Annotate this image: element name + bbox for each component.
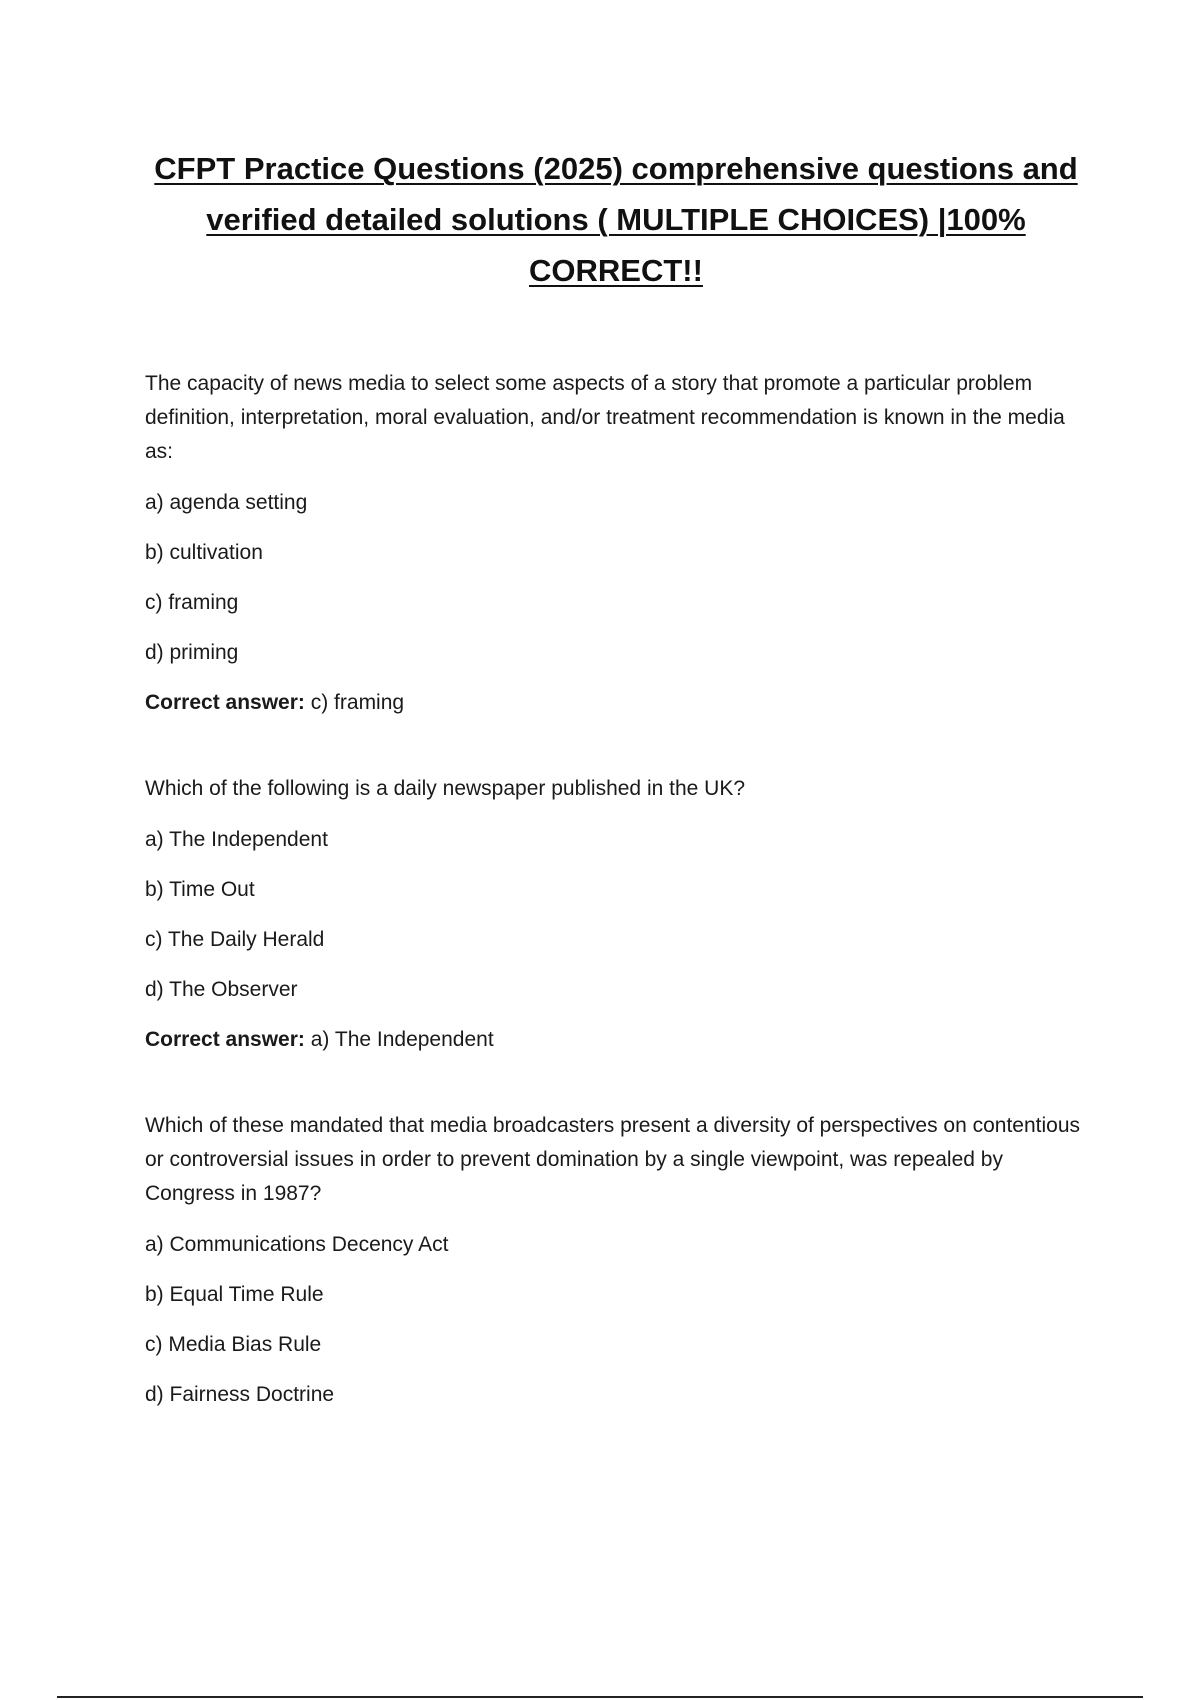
document-title: CFPT Practice Questions (2025) comprehensive questions and verified detailed solutions ( MULTIPLE CHOICES) |100% CORRECT!! (154, 151, 1078, 288)
option-b: b) cultivation (145, 541, 263, 564)
question-text: Which of these mandated that media broadcasters present a diversity of perspectives on contentious or controversial issues in order to prevent domination by a single viewpoint, was repealed by Congress in 1987? (145, 1114, 1081, 1205)
question-3 (145, 1109, 1085, 1412)
option-c: c) framing (145, 591, 239, 614)
option-c: c) The Daily Herald (145, 928, 325, 951)
footer-divider (57, 1696, 1143, 1698)
correct-answer-label: Correct answer: (145, 691, 305, 714)
question-text: Which of the following is a daily newspaper published in the UK? (145, 777, 746, 800)
question-2 (145, 772, 1085, 1057)
correct-answer-value: c) framing (310, 691, 405, 714)
question-1 (145, 367, 1085, 720)
option-d: d) Fairness Doctrine (145, 1383, 335, 1406)
correct-answer-value: a) The Independent (310, 1028, 494, 1051)
correct-answer (145, 686, 1085, 720)
option-a: a) The Independent (145, 828, 328, 851)
option-a: a) agenda setting (145, 491, 308, 514)
questions-list (145, 367, 1085, 1428)
option-d: d) priming (145, 641, 239, 664)
correct-answer (145, 1023, 1085, 1057)
option-b: b) Time Out (145, 878, 255, 901)
option-d: d) The Observer (145, 978, 298, 1001)
question-text: The capacity of news media to select some aspects of a story that promote a particular problem definition, interpretation, moral evaluation, and/or treatment recommendation is known in the media as: (145, 372, 1065, 463)
option-a: a) Communications Decency Act (145, 1233, 449, 1256)
option-c: c) Media Bias Rule (145, 1333, 322, 1356)
correct-answer-label: Correct answer: (145, 1028, 305, 1051)
option-b: b) Equal Time Rule (145, 1283, 324, 1306)
